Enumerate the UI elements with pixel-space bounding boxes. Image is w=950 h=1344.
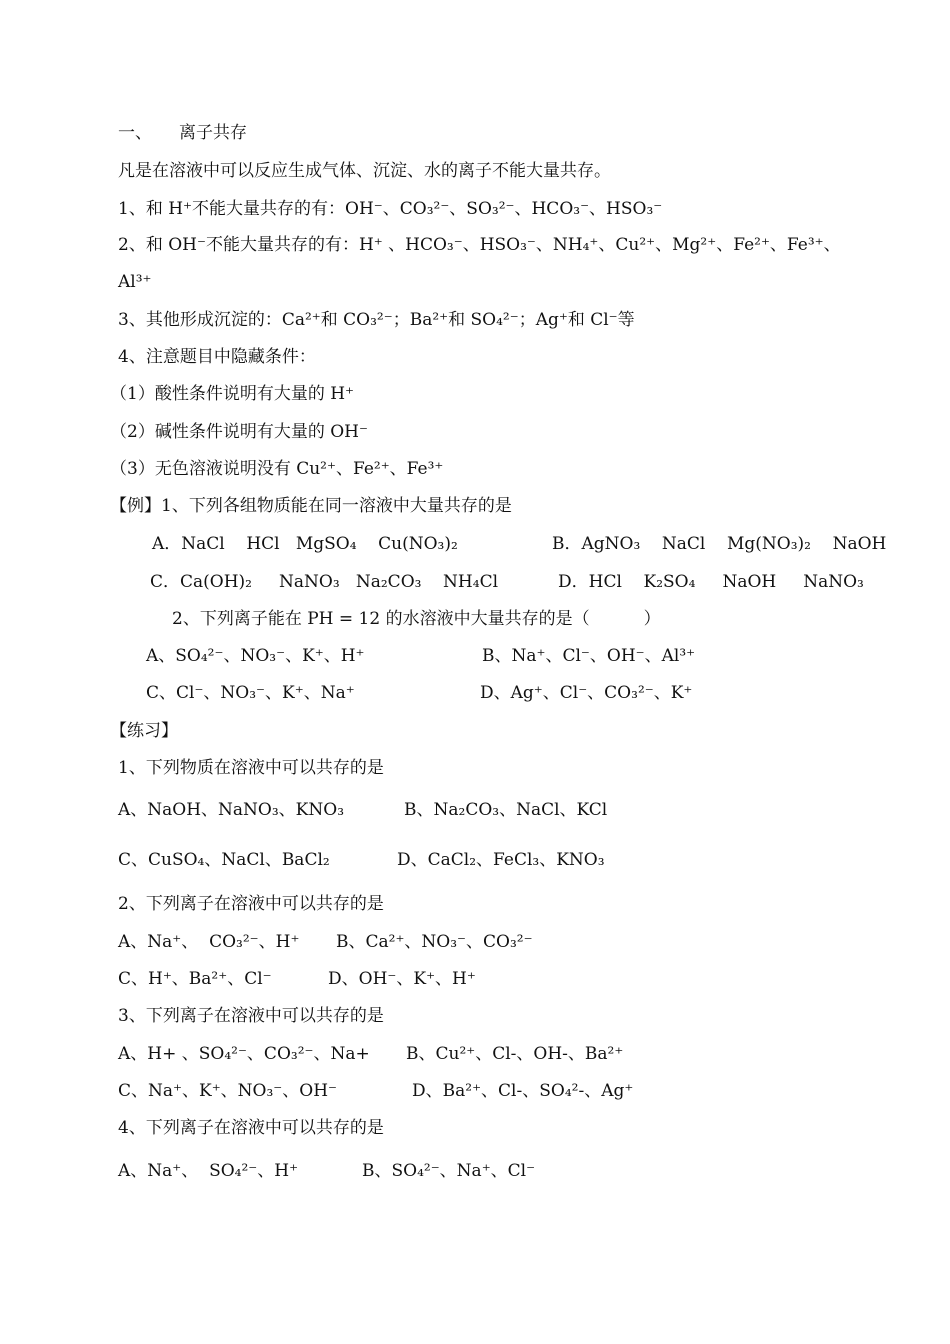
text-line: A、H+ 、SO₄²⁻、CO₃²⁻、Na+: [118, 1044, 370, 1064]
text-line: 3、下列离子在溶液中可以共存的是: [118, 1006, 384, 1026]
text-line: B、Cu²⁺、Cl-、OH-、Ba²⁺: [406, 1044, 624, 1064]
text-line: A、Na⁺、 CO₃²⁻、H⁺: [118, 932, 300, 952]
text-line: D、Ag⁺、Cl⁻、CO₃²⁻、K⁺: [480, 683, 693, 703]
text-line: 2、和 OH⁻不能大量共存的有：H⁺ 、HCO₃⁻、HSO₃⁻、NH₄⁺、Cu²⁺、Mg²⁺、Fe²⁺、Fe³⁺、: [118, 235, 841, 255]
text-line: A、NaOH、NaNO₃、KNO₃: [118, 800, 345, 820]
text-line: 2、下列离子能在 PH = 12 的水溶液中大量共存的是（ ）: [172, 609, 661, 629]
text-line: D、CaCl₂、FeCl₃、KNO₃: [397, 850, 605, 870]
text-line: B、SO₄²⁻、Na⁺、Cl⁻: [362, 1161, 536, 1181]
text-line: D．HCl K₂SO₄ NaOH NaNO₃: [558, 572, 864, 592]
text-line: D、OH⁻、K⁺、H⁺: [328, 969, 476, 989]
text-line: B、Na⁺、Cl⁻、OH⁻、Al³⁺: [482, 646, 696, 666]
text-line: 2、下列离子在溶液中可以共存的是: [118, 894, 384, 914]
text-line: （1）酸性条件说明有大量的 H⁺: [110, 384, 355, 404]
text-line: 1、和 H⁺不能大量共存的有：OH⁻、CO₃²⁻、SO₃²⁻、HCO₃⁻、HSO₃⁻: [118, 199, 663, 219]
text-line: 3、其他形成沉淀的：Ca²⁺和 CO₃²⁻；Ba²⁺和 SO₄²⁻；Ag⁺和 Cl⁻等: [118, 310, 635, 330]
text-line: Al³⁺: [118, 272, 152, 292]
text-line: （2）碱性条件说明有大量的 OH⁻: [110, 422, 368, 442]
text-line: C、Cl⁻、NO₃⁻、K⁺、Na⁺: [146, 683, 355, 703]
text-line: C、H⁺、Ba²⁺、Cl⁻: [118, 969, 272, 989]
text-line: 【例】1、下列各组物质能在同一溶液中大量共存的是: [110, 496, 512, 516]
text-line: C、CuSO₄、NaCl、BaCl₂: [118, 850, 330, 870]
text-line: （3）无色溶液说明没有 Cu²⁺、Fe²⁺、Fe³⁺: [110, 459, 444, 479]
text-line: B、Ca²⁺、NO₃⁻、CO₃²⁻: [336, 932, 533, 952]
text-line: A、SO₄²⁻、NO₃⁻、K⁺、H⁺: [146, 646, 365, 666]
text-line: 4、注意题目中隐藏条件：: [118, 347, 316, 367]
text-line: 【练习】: [110, 721, 178, 741]
text-line: 1、下列物质在溶液中可以共存的是: [118, 758, 384, 778]
text-line: 凡是在溶液中可以反应生成气体、沉淀、水的离子不能大量共存。: [118, 161, 611, 181]
text-line: B．AgNO₃ NaCl Mg(NO₃)₂ NaOH: [552, 534, 887, 554]
text-line: A、Na⁺、 SO₄²⁻、H⁺: [118, 1161, 299, 1181]
text-line: C、Na⁺、K⁺、NO₃⁻、OH⁻: [118, 1081, 337, 1101]
text-line: A．NaCl HCl MgSO₄ Cu(NO₃)₂: [152, 534, 458, 554]
text-line: D、Ba²⁺、Cl-、SO₄²-、Ag⁺: [412, 1081, 634, 1101]
text-line: 4、下列离子在溶液中可以共存的是: [118, 1118, 384, 1138]
text-line: 一、 离子共存: [118, 123, 248, 143]
text-line: B、Na₂CO₃、NaCl、KCl: [404, 800, 608, 820]
text-line: C．Ca(OH)₂ NaNO₃ Na₂CO₃ NH₄Cl: [150, 572, 499, 592]
